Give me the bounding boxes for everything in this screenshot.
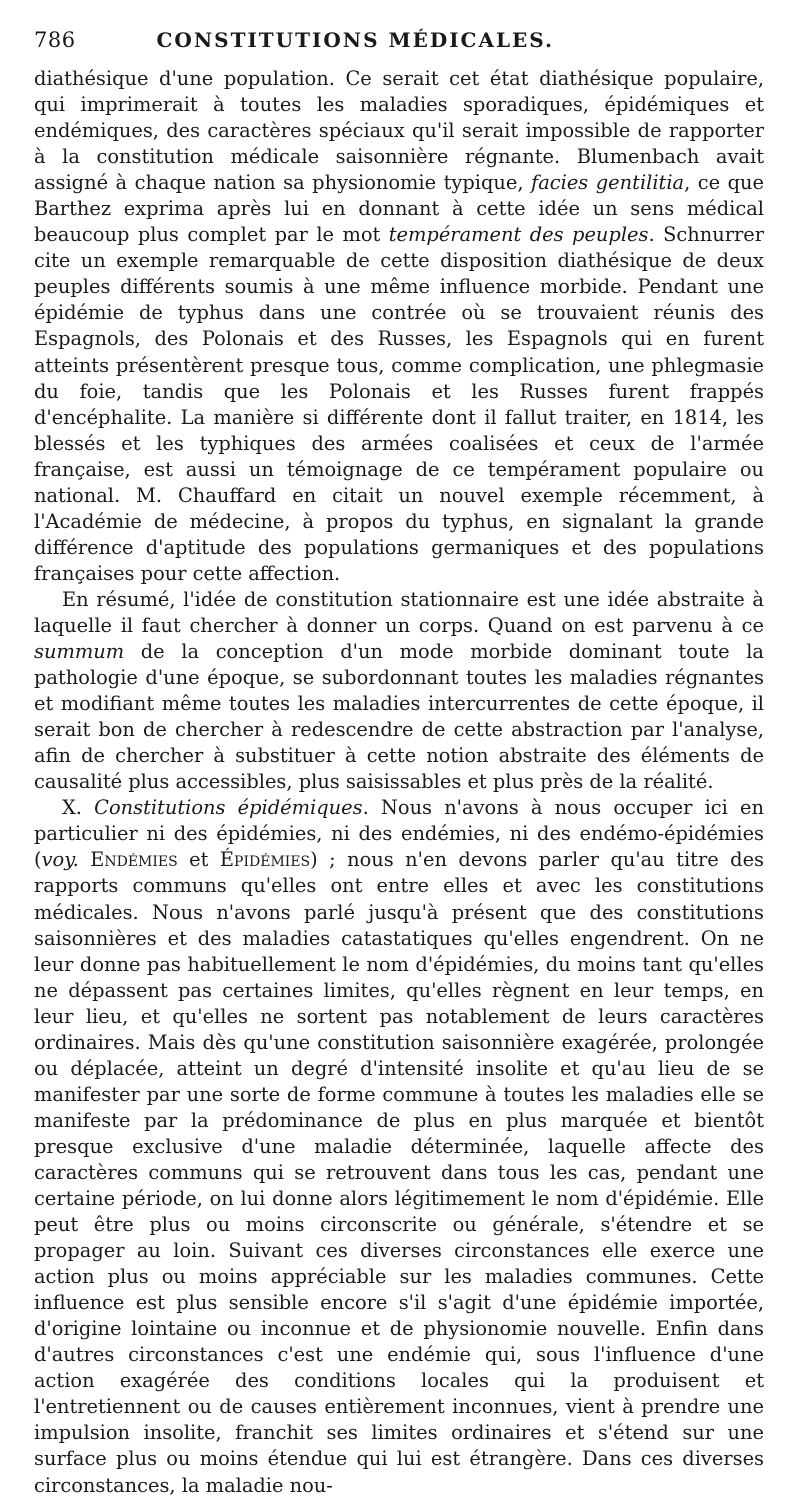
page-header <box>34 28 764 64</box>
text-run: , ce que Barthez exprima après lui en donnant à cette idée un sens médical beaucoup plus complet par le mot <box>34 171 765 247</box>
italic-text: summum <box>34 640 125 664</box>
text-run <box>79 848 90 871</box>
italic-text: facies gentilitia <box>531 171 685 195</box>
text-run: diathésique d'une population. Ce serait cet état diathésique populaire, qui imprimerait à toutes les maladies sporadiques, épidémiques et endémiques, des caractères spéciaux qu'il serait impossible de rapporter à la constitution médicale saisonnière régnante. Blumenbach avait assigné à chaque nation sa physionomie typique, <box>34 67 764 195</box>
text-run: . Schnurrer cite un exemple remarquable de cette disposition diathésique de deux peuples différents soumis à une même influence morbide. Pendant une épidémie de typhus dans une contrée où se trouvaient réunis des Espagnols, des Polonais et des Russes, les Espagnols qui en furent atteints présentèrent presque tous, comme complication, une phlegmasie du foie, tandis que les Polonais et les Russes furent frappés d'encéphalite. La manière si différente dont il fallut traiter, en 1814, les blessés et les typhiques des armées coalisées et ceux de l'armée française, est aussi un témoignage de ce tempérament populaire ou national. M. Chauffard en citait un nouvel exemple récemment, à l'Académie de médecine, à propos du typhus, en signalant la grande différence d'aptitude des populations germaniques et des populations françaises pour cette affection. <box>34 223 764 585</box>
small-caps-text: Endémies <box>90 848 178 872</box>
italic-text: tempérament des peuples <box>388 223 649 247</box>
text-run: ) ; nous n'en devons parler qu'au titre des rapports communs qu'elles ont entre elles et avec les constitutions médicales. Nous n'avons parlé jusqu'à présent que des constitutions saisonnières et des maladies catastatiques qu'elles engendrent. On ne leur donne pas habituellement le nom d'épidémies, du moins tant qu'elles ne dépassent pas certaines limites, qu'elles règnent en leur temps, en leur lieu, et qu'elles ne sortent pas notablement de leurs caractères ordinaires. Mais dès qu'une constitution saisonnière exagérée, prolongée ou déplacée, atteint un degré d'intensité insolite et qu'au lieu de se manifester par une sorte de forme commune à toutes les maladies elle se manifeste par la prédominance de plus en plus marquée et bientôt presque exclusive d'une maladie déterminée, laquelle affecte des caractères communs qui se retrouvent dans tous les cas, pendant une certaine période, on lui donne alors légitimement le nom d'épidémie. Elle peut être plus ou moins circonscrite ou générale, s'étendre et se propager au loin. Suivant ces diverses circonstances elle exerce une action plus ou moins appréciable sur les maladies communes. Cette influence est plus sensible encore s'il s'agit d'une épidémie importée, d'origine lointaine ou inconnue et de physionomie nouvelle. Enfin dans d'autres circonstances c'est une endémie qui, sous l'influence d'une action exagérée des conditions locales qui la produisent et l'entretiennent ou de causes entièrement inconnues, vient à prendre une impulsion insolite, franchit ses limites ordinaires et s'étend sur une surface plus ou moins étendue qui lui est étrangère. Dans ces diverses circonstances, la maladie nou- <box>34 848 764 1497</box>
text-run: de la conception d'un mode morbide dominant toute la pathologie d'une époque, se subordonnant toutes les maladies régnantes et modifiant même toutes les maladies intercurrentes de cette époque, il serait bon de chercher à redescendre de cette abstraction par l'analyse, afin de chercher à substituer à cette notion abstraite des éléments de causalité plus accessibles, plus saisissables et plus près de la réalité. <box>34 640 764 794</box>
paragraph-summary <box>34 587 764 795</box>
body-text <box>34 66 764 1499</box>
italic-text: Constitutions épidémiques <box>94 796 363 820</box>
text-run: X. <box>62 796 95 820</box>
running-head: CONSTITUTIONS MÉDICALES. <box>156 28 554 52</box>
text-run: et <box>177 848 220 872</box>
small-caps-text: Épidémies <box>219 848 311 872</box>
italic-text: voy. <box>41 848 79 872</box>
text-run: . Nous n'avons à nous occuper ici en particulier ni des épidémies, ni des endémies, ni des endémo-épidémies ( <box>34 796 764 872</box>
page-number: 786 <box>34 28 76 52</box>
text-run: En résumé, l'idée de constitution stationnaire est une idée abstraite à laquelle il faut chercher à donner un corps. Quand on est parvenu à ce <box>34 587 764 637</box>
paragraph-continuation <box>34 66 764 587</box>
paragraph-epidemic-constitutions <box>34 795 764 1498</box>
